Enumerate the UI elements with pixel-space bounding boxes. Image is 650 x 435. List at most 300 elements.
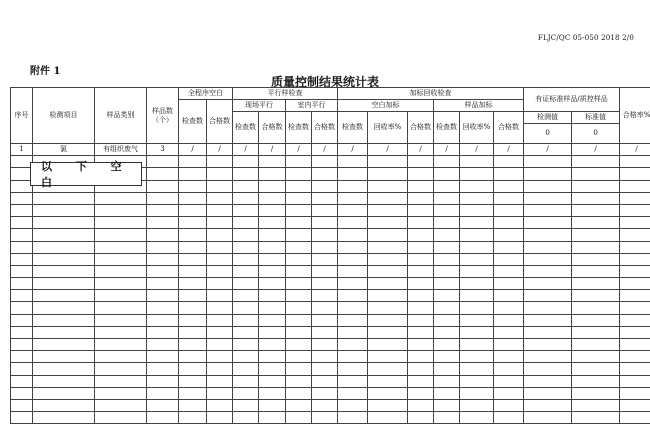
empty-cell: [147, 278, 179, 290]
empty-cell: [460, 412, 494, 424]
empty-cell: [368, 399, 408, 411]
empty-cell: [312, 314, 338, 326]
empty-cell: [179, 265, 207, 277]
empty-cell: [233, 412, 259, 424]
empty-row: [11, 339, 650, 351]
empty-cell: [408, 241, 434, 253]
empty-cell: [572, 399, 620, 411]
header-zero-b: 0: [572, 124, 620, 144]
empty-cell: [460, 253, 494, 265]
empty-cell: [408, 290, 434, 302]
empty-cell: [368, 241, 408, 253]
empty-cell: [312, 156, 338, 168]
empty-cell: [460, 265, 494, 277]
empty-cell: [33, 363, 95, 375]
empty-cell: [33, 339, 95, 351]
empty-cell: [434, 204, 460, 216]
empty-cell: [368, 265, 408, 277]
row1-cell: /: [620, 144, 650, 156]
empty-cell: [11, 229, 33, 241]
empty-cell: [286, 387, 312, 399]
empty-cell: [434, 156, 460, 168]
empty-cell: [207, 399, 233, 411]
empty-cell: [434, 339, 460, 351]
empty-cell: [434, 314, 460, 326]
empty-cell: [179, 168, 207, 180]
header-parallel: 平行样检查: [233, 88, 338, 100]
empty-cell: [572, 204, 620, 216]
empty-cell: [147, 180, 179, 192]
empty-cell: [207, 278, 233, 290]
empty-cell: [179, 278, 207, 290]
header-blank-pass-count: 合格数: [207, 100, 233, 144]
empty-cell: [286, 156, 312, 168]
empty-cell: [147, 156, 179, 168]
header-pass-rate: 合格率%: [620, 88, 650, 144]
empty-cell: [620, 278, 650, 290]
empty-cell: [312, 290, 338, 302]
empty-cell: [95, 290, 147, 302]
empty-cell: [494, 253, 524, 265]
empty-cell: [494, 180, 524, 192]
empty-cell: [338, 314, 368, 326]
empty-cell: [286, 363, 312, 375]
row1-cell: /: [233, 144, 259, 156]
empty-cell: [572, 314, 620, 326]
empty-cell: [408, 204, 434, 216]
empty-cell: [368, 229, 408, 241]
empty-cell: [11, 375, 33, 387]
empty-cell: [460, 339, 494, 351]
header-sspike-pass: 合格数: [494, 112, 524, 144]
empty-cell: [434, 217, 460, 229]
empty-cell: [33, 192, 95, 204]
row1-cell: /: [524, 144, 572, 156]
header-field-check: 检查数: [233, 112, 259, 144]
empty-cell: [147, 363, 179, 375]
empty-cell: [95, 399, 147, 411]
empty-cell: [338, 375, 368, 387]
empty-cell: [408, 265, 434, 277]
header-standard-value: 标准值: [572, 112, 620, 124]
empty-cell: [572, 229, 620, 241]
empty-cell: [524, 412, 572, 424]
empty-cell: [259, 399, 286, 411]
empty-cell: [434, 180, 460, 192]
empty-cell: [408, 217, 434, 229]
row1-cell: /: [312, 144, 338, 156]
header-spike: 加标回收检查: [338, 88, 524, 100]
empty-cell: [338, 204, 368, 216]
empty-cell: [312, 229, 338, 241]
empty-row: [11, 363, 650, 375]
empty-cell: [434, 290, 460, 302]
empty-cell: [33, 351, 95, 363]
empty-cell: [179, 302, 207, 314]
empty-cell: [524, 168, 572, 180]
empty-cell: [494, 192, 524, 204]
empty-cell: [572, 168, 620, 180]
empty-cell: [460, 156, 494, 168]
empty-cell: [233, 180, 259, 192]
empty-cell: [179, 204, 207, 216]
empty-cell: [11, 363, 33, 375]
empty-row: [11, 351, 650, 363]
empty-cell: [572, 375, 620, 387]
empty-cell: [286, 399, 312, 411]
empty-cell: [179, 253, 207, 265]
empty-cell: [233, 278, 259, 290]
empty-cell: [368, 302, 408, 314]
empty-cell: [312, 302, 338, 314]
empty-cell: [434, 241, 460, 253]
empty-cell: [259, 192, 286, 204]
row1-item: 氯: [33, 144, 95, 156]
empty-cell: [460, 314, 494, 326]
empty-cell: [408, 375, 434, 387]
empty-cell: [207, 326, 233, 338]
empty-cell: [620, 314, 650, 326]
empty-cell: [524, 156, 572, 168]
empty-cell: [338, 290, 368, 302]
empty-cell: [207, 241, 233, 253]
header-blank-spike: 空白加标: [338, 100, 434, 112]
empty-cell: [179, 290, 207, 302]
empty-cell: [524, 387, 572, 399]
empty-cell: [207, 387, 233, 399]
empty-cell: [95, 253, 147, 265]
empty-cell: [434, 253, 460, 265]
header-sample-count: 样品数（个）: [147, 88, 179, 144]
row1-cell: /: [572, 144, 620, 156]
empty-cell: [434, 375, 460, 387]
empty-cell: [368, 375, 408, 387]
empty-cell: [434, 326, 460, 338]
empty-cell: [207, 375, 233, 387]
empty-cell: [147, 265, 179, 277]
empty-cell: [207, 363, 233, 375]
empty-cell: [95, 339, 147, 351]
empty-cell: [524, 217, 572, 229]
empty-row: [11, 412, 650, 424]
empty-cell: [147, 241, 179, 253]
empty-cell: [233, 168, 259, 180]
empty-row: [11, 302, 650, 314]
header-blank-check-count: 检查数: [179, 100, 207, 144]
empty-cell: [259, 363, 286, 375]
empty-cell: [11, 265, 33, 277]
empty-cell: [286, 192, 312, 204]
empty-cell: [524, 265, 572, 277]
empty-cell: [207, 180, 233, 192]
empty-cell: [259, 387, 286, 399]
empty-cell: [494, 412, 524, 424]
empty-cell: [147, 375, 179, 387]
empty-cell: [33, 278, 95, 290]
empty-cell: [259, 217, 286, 229]
row1-sample-count: 3: [147, 144, 179, 156]
empty-cell: [11, 253, 33, 265]
empty-cell: [286, 265, 312, 277]
empty-cell: [494, 217, 524, 229]
header-field-parallel: 现场平行: [233, 100, 286, 112]
empty-cell: [233, 253, 259, 265]
empty-cell: [11, 302, 33, 314]
empty-cell: [408, 314, 434, 326]
empty-cell: [95, 192, 147, 204]
empty-cell: [338, 412, 368, 424]
empty-cell: [11, 278, 33, 290]
empty-cell: [494, 363, 524, 375]
empty-cell: [11, 387, 33, 399]
header-seq: 序号: [11, 88, 33, 144]
empty-cell: [524, 363, 572, 375]
empty-cell: [233, 217, 259, 229]
empty-cell: [259, 229, 286, 241]
empty-row: [11, 314, 650, 326]
empty-cell: [207, 314, 233, 326]
empty-cell: [147, 339, 179, 351]
empty-cell: [460, 302, 494, 314]
row1-cell: /: [179, 144, 207, 156]
empty-cell: [408, 351, 434, 363]
empty-cell: [408, 156, 434, 168]
empty-cell: [572, 339, 620, 351]
empty-cell: [259, 302, 286, 314]
empty-cell: [494, 399, 524, 411]
empty-row: [11, 399, 650, 411]
empty-cell: [207, 265, 233, 277]
empty-cell: [434, 278, 460, 290]
empty-cell: [460, 241, 494, 253]
empty-cell: [338, 168, 368, 180]
empty-cell: [408, 302, 434, 314]
empty-cell: [572, 278, 620, 290]
empty-cell: [33, 314, 95, 326]
empty-cell: [524, 326, 572, 338]
empty-cell: [620, 351, 650, 363]
empty-cell: [147, 302, 179, 314]
empty-cell: [494, 241, 524, 253]
header-item: 检测项目: [33, 88, 95, 144]
empty-cell: [620, 326, 650, 338]
empty-cell: [408, 278, 434, 290]
empty-cell: [95, 241, 147, 253]
document-code: FLJC/QC 05-050 2018 2/0: [537, 34, 634, 42]
empty-cell: [259, 326, 286, 338]
empty-cell: [33, 265, 95, 277]
empty-cell: [434, 363, 460, 375]
empty-cell: [259, 156, 286, 168]
empty-cell: [33, 302, 95, 314]
empty-cell: [338, 339, 368, 351]
empty-cell: [147, 290, 179, 302]
empty-cell: [33, 204, 95, 216]
empty-cell: [11, 290, 33, 302]
header-bspike-check: 检查数: [338, 112, 368, 144]
empty-cell: [524, 339, 572, 351]
empty-cell: [33, 375, 95, 387]
empty-cell: [524, 375, 572, 387]
empty-cell: [338, 265, 368, 277]
empty-cell: [494, 265, 524, 277]
empty-cell: [620, 302, 650, 314]
empty-cell: [434, 399, 460, 411]
empty-cell: [408, 387, 434, 399]
empty-cell: [259, 278, 286, 290]
empty-cell: [620, 217, 650, 229]
empty-cell: [434, 302, 460, 314]
empty-cell: [524, 351, 572, 363]
row1-cell: /: [408, 144, 434, 156]
empty-cell: [434, 387, 460, 399]
empty-cell: [259, 290, 286, 302]
empty-cell: [11, 314, 33, 326]
empty-cell: [368, 156, 408, 168]
empty-cell: [312, 326, 338, 338]
empty-cell: [494, 168, 524, 180]
empty-cell: [460, 290, 494, 302]
empty-cell: [233, 204, 259, 216]
empty-cell: [460, 363, 494, 375]
empty-cell: [95, 412, 147, 424]
empty-cell: [207, 156, 233, 168]
header-category: 样品类别: [95, 88, 147, 144]
empty-cell: [620, 229, 650, 241]
empty-cell: [338, 387, 368, 399]
empty-cell: [494, 204, 524, 216]
empty-cell: [620, 241, 650, 253]
empty-cell: [207, 217, 233, 229]
empty-cell: [233, 326, 259, 338]
empty-cell: [259, 168, 286, 180]
empty-cell: [11, 339, 33, 351]
header-certified: 有证标准样品/质控样品: [524, 88, 620, 112]
empty-cell: [95, 351, 147, 363]
empty-cell: [286, 290, 312, 302]
empty-cell: [11, 204, 33, 216]
empty-cell: [286, 168, 312, 180]
empty-row: [11, 290, 650, 302]
empty-cell: [147, 229, 179, 241]
empty-cell: [286, 229, 312, 241]
empty-cell: [524, 253, 572, 265]
empty-row: [11, 192, 650, 204]
empty-cell: [494, 314, 524, 326]
empty-cell: [259, 339, 286, 351]
empty-cell: [259, 412, 286, 424]
empty-cell: [33, 253, 95, 265]
empty-cell: [460, 229, 494, 241]
empty-cell: [147, 412, 179, 424]
empty-cell: [259, 180, 286, 192]
empty-cell: [338, 278, 368, 290]
row1-cell: /: [338, 144, 368, 156]
empty-cell: [312, 399, 338, 411]
empty-cell: [572, 351, 620, 363]
empty-cell: [620, 290, 650, 302]
empty-cell: [286, 339, 312, 351]
header-lab-pass: 合格数: [312, 112, 338, 144]
empty-cell: [147, 168, 179, 180]
empty-cell: [95, 314, 147, 326]
row1-category: 有组织废气: [95, 144, 147, 156]
empty-cell: [179, 351, 207, 363]
empty-cell: [434, 192, 460, 204]
empty-cell: [286, 314, 312, 326]
empty-cell: [207, 253, 233, 265]
empty-cell: [338, 180, 368, 192]
empty-cell: [312, 363, 338, 375]
empty-cell: [207, 204, 233, 216]
empty-cell: [338, 351, 368, 363]
empty-cell: [572, 265, 620, 277]
empty-cell: [312, 241, 338, 253]
empty-cell: [33, 241, 95, 253]
empty-cell: [207, 192, 233, 204]
empty-cell: [368, 253, 408, 265]
empty-row: [11, 326, 650, 338]
empty-cell: [494, 156, 524, 168]
empty-cell: [312, 339, 338, 351]
empty-cell: [286, 326, 312, 338]
empty-cell: [620, 399, 650, 411]
row1-cell: /: [286, 144, 312, 156]
empty-cell: [312, 180, 338, 192]
empty-cell: [572, 302, 620, 314]
empty-cell: [259, 253, 286, 265]
empty-cell: [338, 217, 368, 229]
empty-cell: [11, 412, 33, 424]
empty-cell: [179, 412, 207, 424]
header-sample-spike: 样品加标: [434, 100, 524, 112]
empty-cell: [494, 387, 524, 399]
empty-cell: [259, 204, 286, 216]
empty-cell: [434, 351, 460, 363]
empty-cell: [207, 290, 233, 302]
empty-cell: [408, 229, 434, 241]
empty-cell: [312, 278, 338, 290]
empty-cell: [408, 192, 434, 204]
header-zero-a: 0: [524, 124, 572, 144]
empty-cell: [33, 412, 95, 424]
empty-cell: [408, 363, 434, 375]
empty-cell: [368, 168, 408, 180]
empty-cell: [524, 192, 572, 204]
empty-cell: [368, 278, 408, 290]
empty-cell: [620, 156, 650, 168]
header-full-blank: 全程序空白: [179, 88, 233, 100]
empty-cell: [572, 387, 620, 399]
empty-row: [11, 278, 650, 290]
row1-seq: 1: [11, 144, 33, 156]
row1-cell: /: [259, 144, 286, 156]
empty-cell: [286, 278, 312, 290]
empty-cell: [11, 326, 33, 338]
empty-cell: [524, 399, 572, 411]
empty-cell: [338, 399, 368, 411]
empty-cell: [408, 326, 434, 338]
empty-cell: [179, 314, 207, 326]
empty-cell: [95, 302, 147, 314]
empty-cell: [207, 339, 233, 351]
empty-cell: [312, 351, 338, 363]
empty-cell: [233, 290, 259, 302]
empty-cell: [572, 217, 620, 229]
empty-cell: [147, 192, 179, 204]
empty-cell: [11, 192, 33, 204]
empty-cell: [368, 351, 408, 363]
